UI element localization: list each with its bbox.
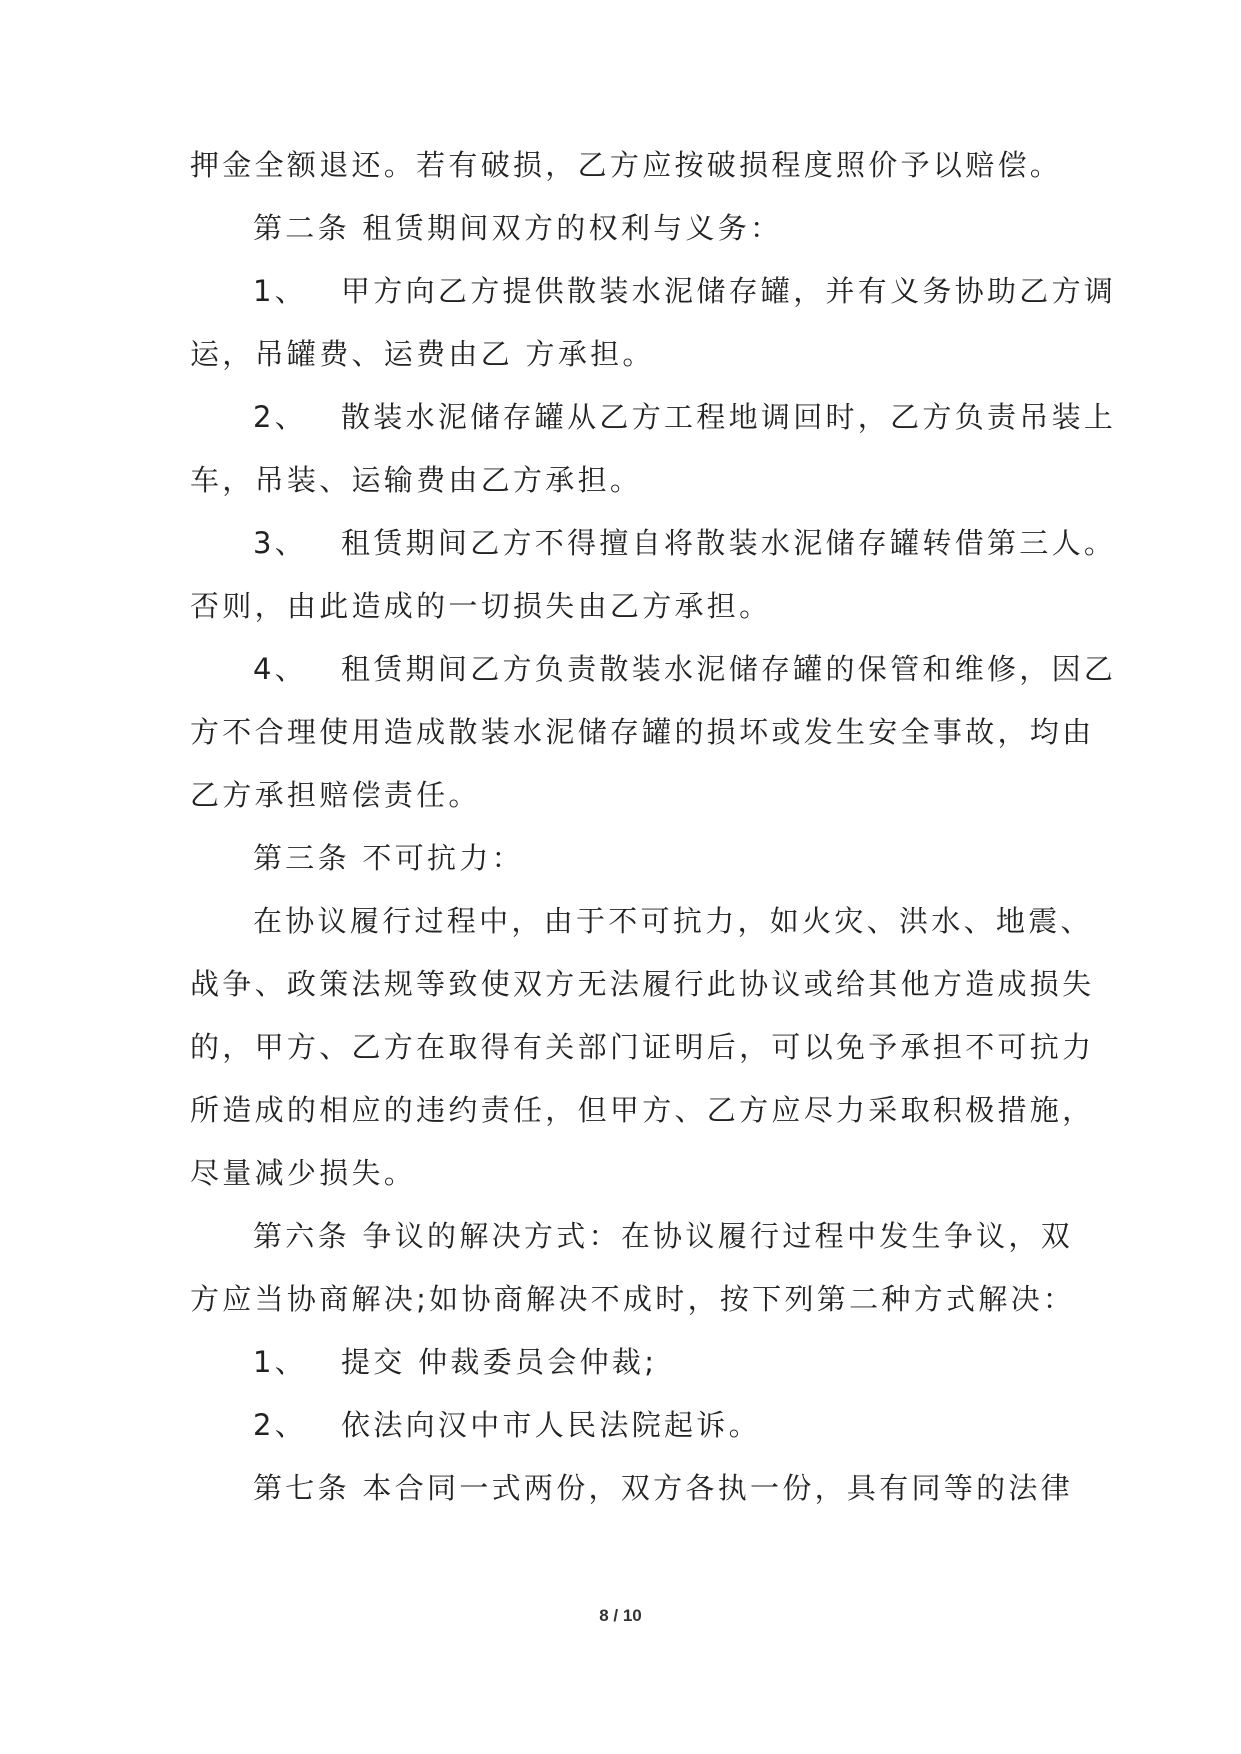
article-heading: 第七条 本合同一式两份，双方各执一份，具有同等的法律 [253,1471,1074,1505]
list-item-number: 1、 [253,1345,308,1379]
page-number: 8 / 10 [599,1606,642,1625]
list-item: 1、 提交 仲裁委员会仲裁; [253,1345,658,1379]
paragraph-line: 押金全额退还。若有破损，乙方应按破损程度照价予以赔偿。 [190,148,1063,182]
list-item: 2、 散装水泥储存罐从乙方工程地调回时，乙方负责吊装上 [253,400,1117,434]
paragraph-line: 尽量减少损失。 [190,1156,417,1190]
paragraph-line: 方应当协商解决;如协商解决不成时，按下列第二种方式解决： [190,1282,1076,1316]
article-heading: 第六条 争议的解决方式：在协议履行过程中发生争议，双 [253,1219,1074,1253]
article-heading: 第三条 不可抗力： [253,841,524,875]
list-item-number: 4、 [253,652,308,686]
paragraph-line: 车，吊装、运输费由乙方承担。 [190,463,643,497]
paragraph-line: 运，吊罐费、运费由乙 方承担。 [190,337,655,371]
paragraph-line: 乙方承担赔偿责任。 [190,778,481,812]
list-item: 1、 甲方向乙方提供散装水泥储存罐，并有义务协助乙方调 [253,274,1117,308]
list-item: 3、 租赁期间乙方不得擅自将散装水泥储存罐转借第三人。 [253,526,1117,560]
list-item: 4、 租赁期间乙方负责散装水泥储存罐的保管和维修，因乙 [253,652,1117,686]
list-item: 2、 依法向汉中市人民法院起诉。 [253,1408,761,1442]
article-heading: 第二条 租赁期间双方的权利与义务： [253,211,783,245]
list-item-number: 1、 [253,274,308,308]
paragraph-line: 否则，由此造成的一切损失由乙方承担。 [190,589,772,623]
paragraph-line: 战争、政策法规等致使双方无法履行此协议或给其他方造成损失 [190,967,1095,1001]
paragraph-line: 所造成的相应的违约责任，但甲方、乙方应尽力采取积极措施， [190,1093,1095,1127]
list-item-number: 2、 [253,1408,308,1442]
paragraph-line: 在协议履行过程中，由于不可抗力，如火灾、洪水、地震、 [253,904,1093,938]
paragraph-line: 的，甲方、乙方在取得有关部门证明后，可以免予承担不可抗力 [190,1030,1095,1064]
list-item-number: 3、 [253,526,308,560]
paragraph-line: 方不合理使用造成散装水泥储存罐的损坏或发生安全事故，均由 [190,715,1095,749]
list-item-number: 2、 [253,400,308,434]
